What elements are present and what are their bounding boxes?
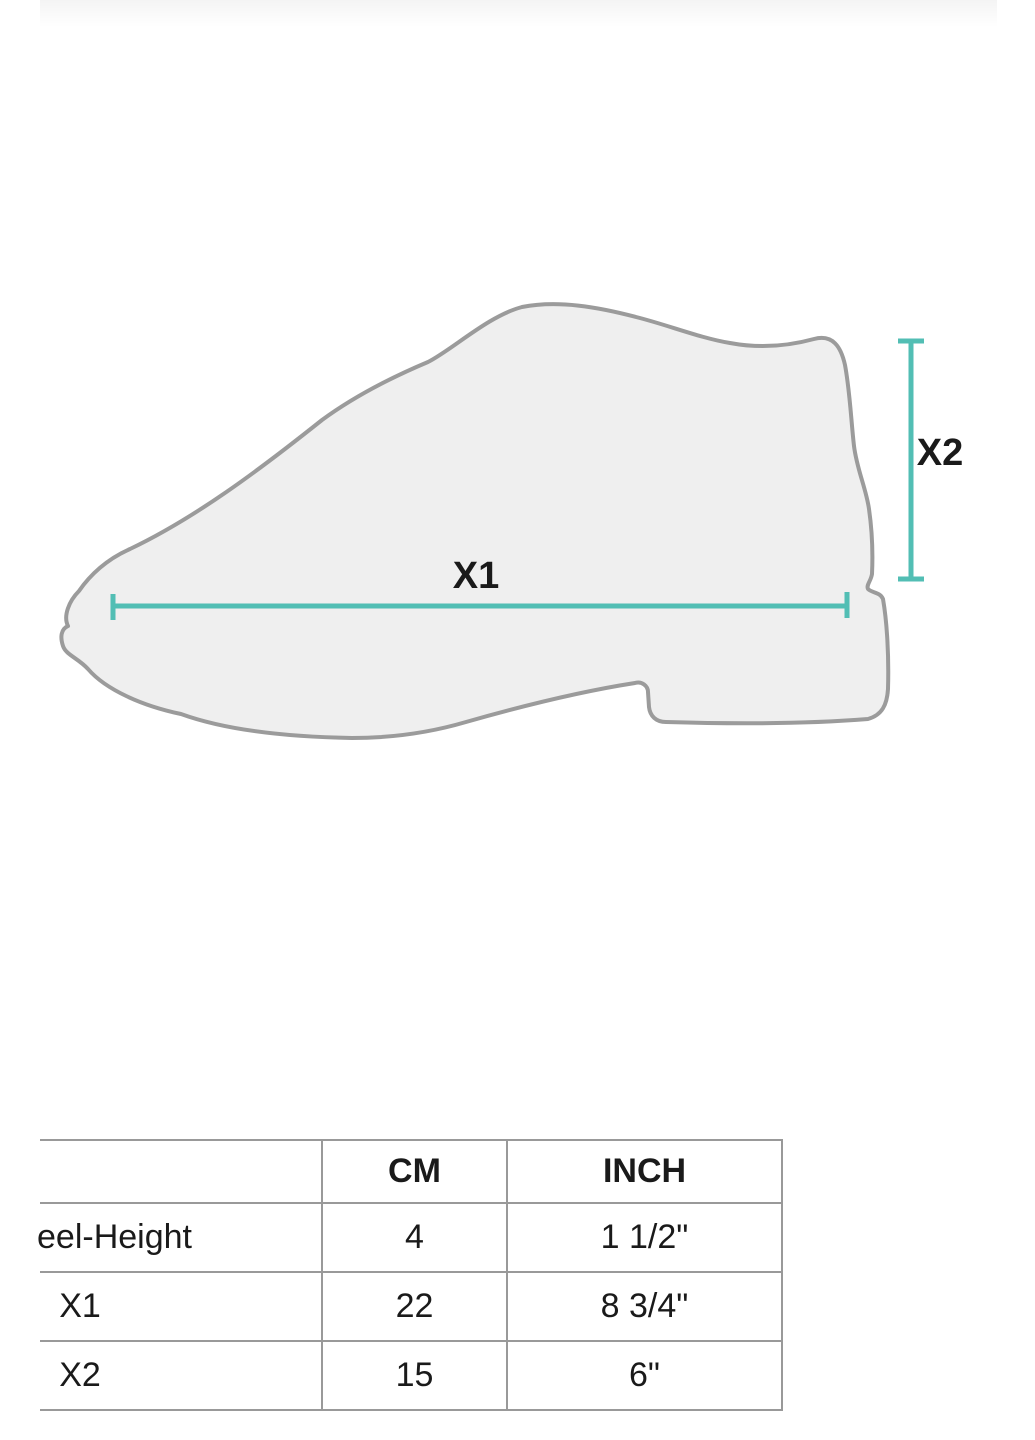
row-label-cell (40, 1341, 322, 1410)
x1-inch-value: 8 3/4" (507, 1272, 782, 1341)
heel-height-cm-value: 4 (322, 1203, 507, 1272)
row-label-heel-height: eel-Height (37, 1218, 192, 1256)
size-table-header-cm: CM (322, 1140, 507, 1203)
size-table-header-blank (40, 1140, 322, 1203)
heel-height-inch-value: 1 1/2" (507, 1203, 782, 1272)
size-table-header-row (40, 1140, 782, 1203)
shoe-outline (61, 304, 888, 738)
table-row-x2 (40, 1341, 782, 1410)
table-row-x1 (40, 1272, 782, 1341)
x2-cm-value: 15 (322, 1341, 507, 1410)
row-label-x2: X2 (59, 1356, 101, 1394)
row-label-cell (37, 1203, 322, 1272)
x1-dimension-label: X1 (452, 555, 500, 597)
x1-cm-value: 22 (322, 1272, 507, 1341)
size-table-header-inch: INCH (507, 1140, 782, 1203)
x2-dimension-label: X2 (916, 432, 964, 474)
table-row-heel-height (40, 1203, 782, 1272)
row-label-cell (40, 1272, 322, 1341)
size-table (37, 1139, 783, 1411)
x2-inch-value: 6" (507, 1341, 782, 1410)
row-label-x1: X1 (59, 1287, 101, 1325)
